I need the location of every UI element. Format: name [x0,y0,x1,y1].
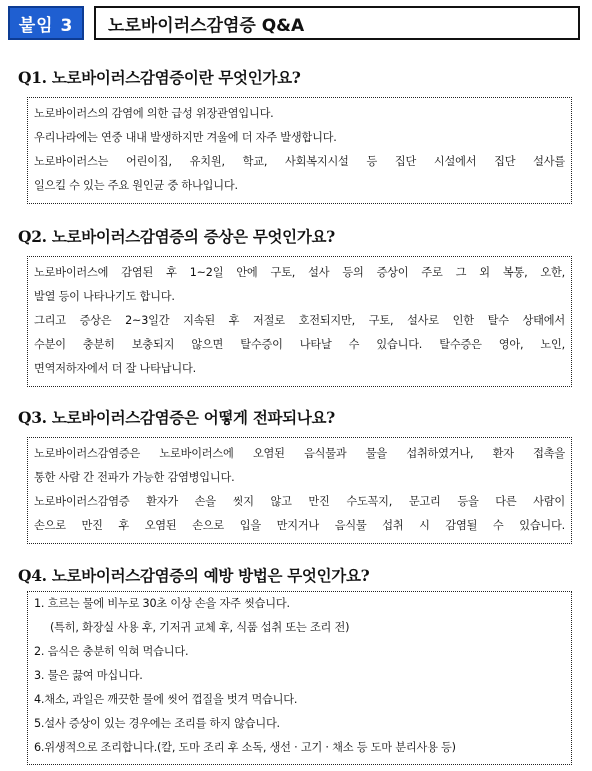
prevention-item: 1. 흐르는 물에 비누로 30초 이상 손을 자주 씻습니다. [34,597,290,610]
answer-line: 손으로 만진 후 오염된 손으로 입을 만지거나 음식물 섭취 시 감염될 수 있습니다. [34,519,565,532]
page-title: 노로바이러스감염증 Q&A [94,6,580,40]
answer-line: 노로바이러스는 어린이집, 유치원, 학교, 사회복지시설 등 집단 시설에서 집단 설사를 [34,155,565,168]
prevention-item-note: (특히, 화장실 사용 후, 기저귀 교체 후, 식품 섭취 또는 조리 전) [50,621,350,634]
prevention-item: 5.설사 증상이 있는 경우에는 조리를 하지 않습니다. [34,717,280,730]
answer-line: 일으킬 수 있는 주요 원인균 중 하나입니다. [34,179,238,192]
prevention-item: 4.채소, 과일은 깨끗한 물에 씻어 껍질을 벗겨 먹습니다. [34,693,298,706]
answer-line: 통한 사람 간 전파가 가능한 감염병입니다. [34,471,235,484]
answer-line: 발열 등이 나타나기도 합니다. [34,290,175,303]
prevention-item: 2. 음식은 충분히 익혀 먹습니다. [34,645,189,658]
answer-box-4 [27,591,572,765]
prevention-item: 3. 물은 끓여 마십니다. [34,669,143,682]
question-2: Q2. 노로바이러스감염증의 증상은 무엇인가요? [18,227,335,246]
question-4: Q4. 노로바이러스감염증의 예방 방법은 무엇인가요? [18,566,370,585]
question-3: Q3. 노로바이러스감염증은 어떻게 전파되나요? [18,408,335,427]
answer-box-2 [27,256,572,387]
answer-box-1 [27,97,572,204]
answer-line: 노로바이러스감염증은 노로바이러스에 오염된 음식물과 물을 섭취하였거나, 환자 접촉을 [34,447,565,460]
answer-line: 수분이 충분히 보충되지 않으면 탈수증이 나타날 수 있습니다. 탈수증은 영아, 노인, [34,338,565,351]
answer-line: 그리고 증상은 2~3일간 지속된 후 저절로 호전되지만, 구토, 설사로 인한 탈수 상태에서 [34,314,565,327]
answer-line: 노로바이러스감염증 환자가 손을 씻지 않고 만진 수도꼭지, 문고리 등을 다른 사람이 [34,495,565,508]
page-header [8,6,580,40]
question-1: Q1. 노로바이러스감염증이란 무엇인가요? [18,68,301,87]
attachment-badge: 붙임 3 [8,6,84,40]
prevention-item: 6.위생적으로 조리합니다.(칼, 도마 조리 후 소독, 생선 · 고기 · 채소 등 도마 분리사용 등) [34,741,456,754]
answer-line: 노로바이러스의 감염에 의한 급성 위장관염입니다. [34,107,274,120]
answer-line: 노로바이러스에 감염된 후 1~2일 안에 구토, 설사 등의 증상이 주로 그 외 복통, 오한, [34,266,565,279]
answer-line: 우리나라에는 연중 내내 발생하지만 겨울에 더 자주 발생합니다. [34,131,337,144]
answer-line: 면역저하자에서 더 잘 나타납니다. [34,362,196,375]
answer-box-3 [27,437,572,544]
